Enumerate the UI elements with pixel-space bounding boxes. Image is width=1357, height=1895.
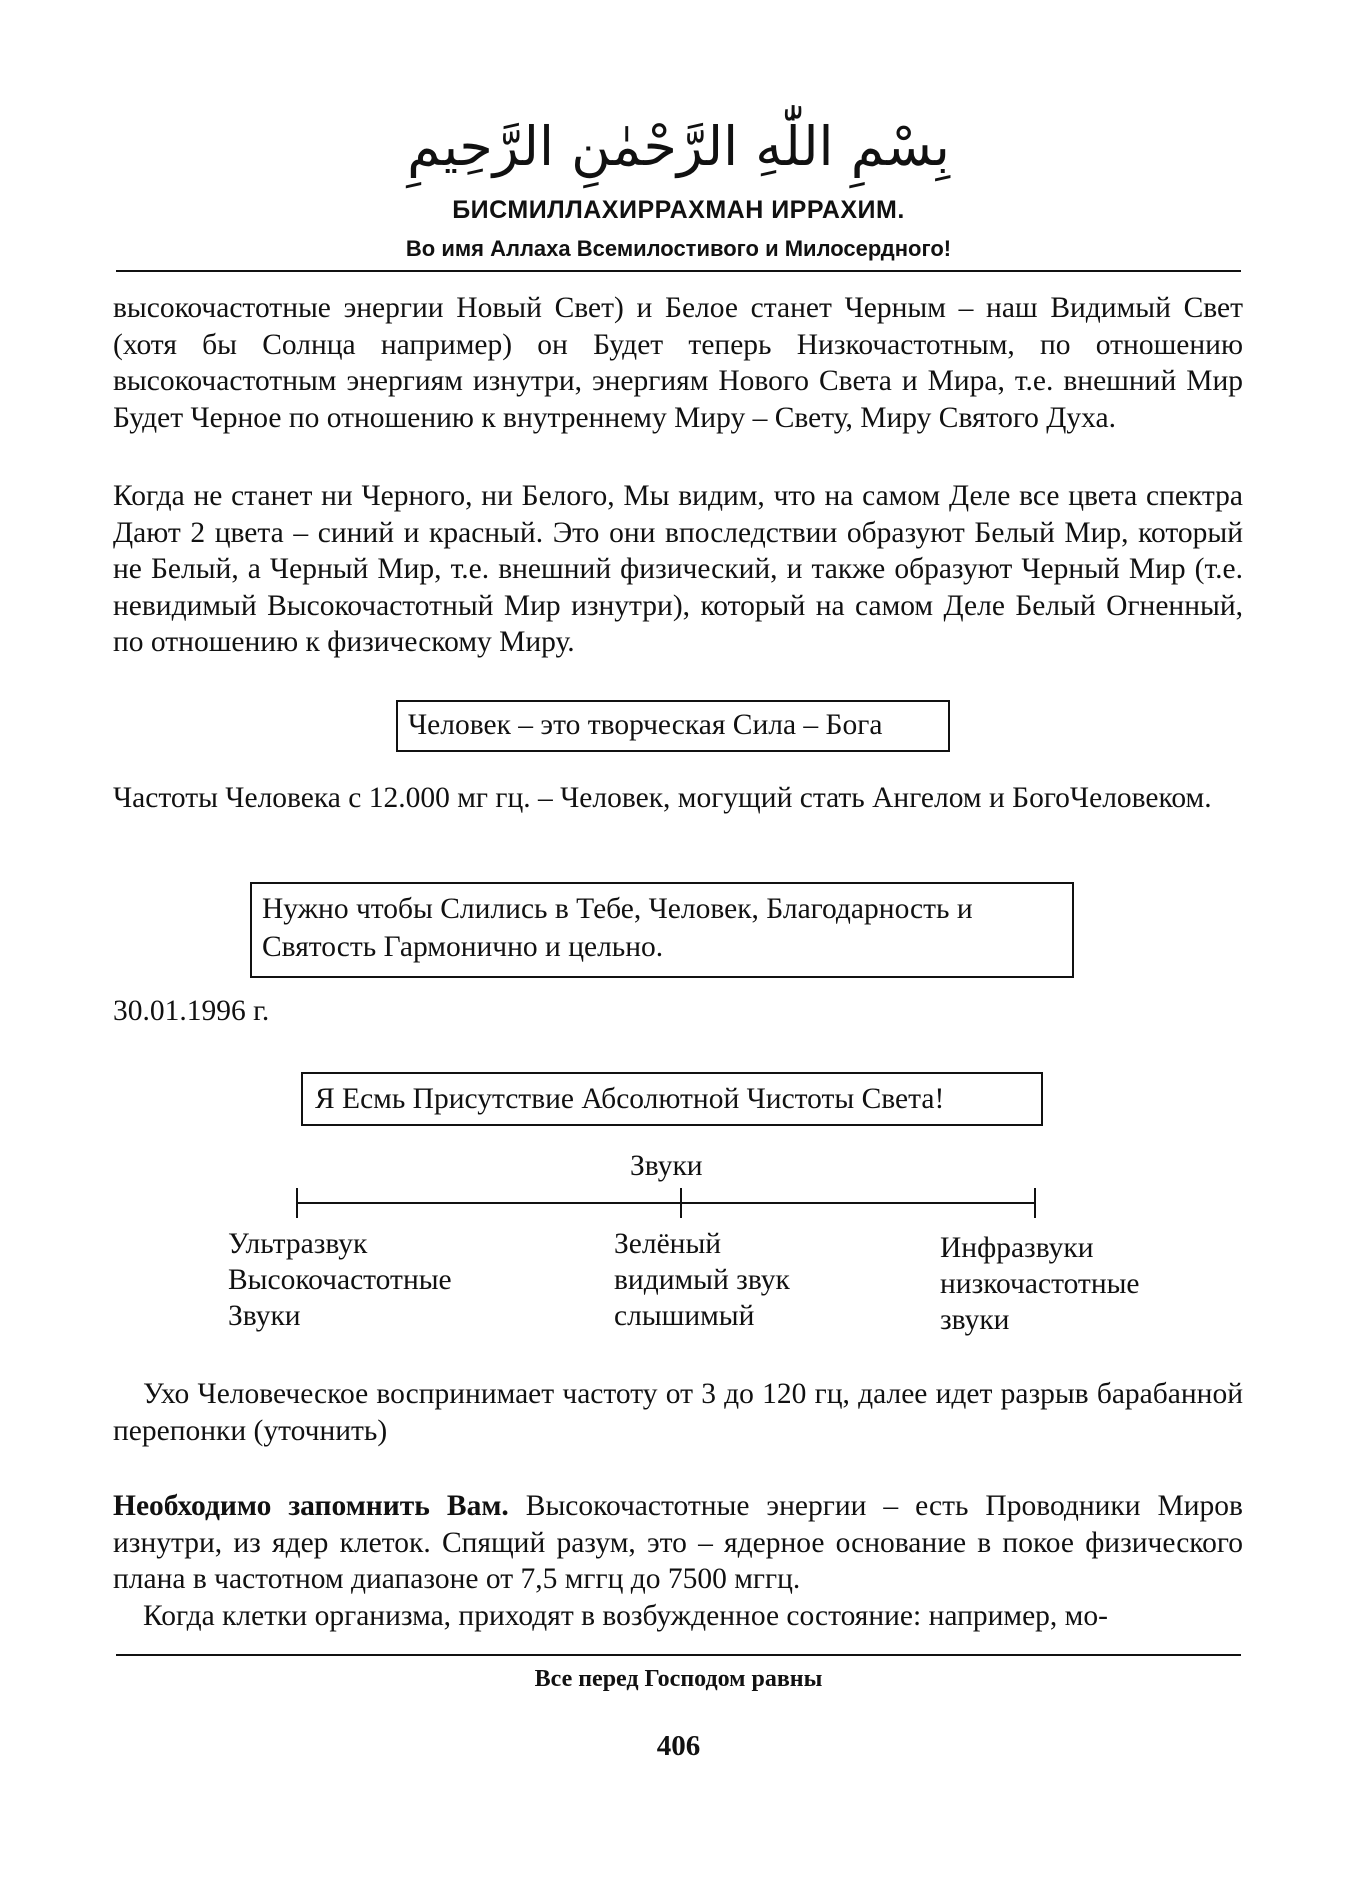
sounds-left-label: [228, 1226, 452, 1334]
sounds-mid-line-2: видимый звук: [614, 1264, 790, 1296]
paragraph-5-text: [113, 1488, 1243, 1598]
footer-divider: [116, 1654, 1241, 1656]
boxed-statement-2: Нужно чтобы Слились в Тебе, Человек, Благодарность и Святость Гармонично и цельно.: [250, 882, 1074, 978]
boxed-statement-1: Человек – это творческая Сила – Бога: [396, 700, 950, 752]
sounds-left-line-3: Звуки: [228, 1300, 301, 1332]
sounds-left-line-1: Ультразвук: [228, 1228, 368, 1260]
scale-tick-middle: [680, 1188, 682, 1218]
header-divider: [116, 270, 1241, 272]
paragraph-1-text: высокочастотные энергии Новый Свет) и Белое станет Черным – наш Видимый Свет (хотя бы Солнца например) он Будет теперь Низкочастотным, по отношению высокочастотным энергиям изнутри, энергиям Нового Света и Мира, т.е. внешний Мир Будет Черное по отношению к внутреннему Миру – Свету, Миру Святого Духа.: [113, 292, 1243, 434]
sounds-right-line-2: низкочастотные: [940, 1268, 1140, 1300]
sounds-middle-label: [614, 1226, 790, 1334]
sounds-diagram-title: Звуки: [630, 1150, 703, 1182]
paragraph-5-bold-lead: Необходимо запомнить Вам.: [113, 1490, 509, 1522]
sounds-right-line-3: звуки: [940, 1304, 1010, 1336]
paragraph-4-text: Ухо Человеческое воспринимает частоту от 3 до 120 гц, далее идет разрыв барабанной перепонки (уточнить): [113, 1378, 1243, 1447]
header-subtitle: Во имя Аллаха Всемилостивого и Милосердного!: [405, 236, 952, 261]
footer-text: Все перед Господом равны: [534, 1666, 823, 1692]
scale-tick-left: [296, 1188, 298, 1218]
scale-tick-right: [1034, 1188, 1036, 1218]
page-number: 406: [656, 1730, 701, 1762]
paragraph-5: [113, 1488, 1243, 1634]
paragraph-4: [113, 1376, 1243, 1449]
paragraph-6-text: Когда клетки организма, приходят в возбужденное состояние: например, мо-: [143, 1599, 1108, 1632]
sounds-right-label: [940, 1230, 1140, 1338]
sounds-mid-line-1: Зелёный: [614, 1228, 722, 1260]
sounds-left-line-2: Высокочастотные: [228, 1264, 452, 1296]
boxed-statement-3: Я Есмь Присутствие Абсолютной Чистоты Света!: [301, 1072, 1043, 1126]
paragraph-2: [113, 478, 1243, 661]
paragraph-3-text: Частоты Человека с 12.000 мг гц. – Человек, могущий стать Ангелом и БогоЧеловеком.: [113, 782, 1212, 814]
sounds-mid-line-3: слышимый: [614, 1300, 755, 1332]
arabic-calligraphy: بِسْمِ اللّٰهِ الرَّحْمٰنِ الرَّحِيمِ: [407, 115, 950, 178]
sounds-right-line-1: Инфразвуки: [940, 1232, 1094, 1264]
date-label: 30.01.1996 г.: [113, 995, 270, 1027]
sounds-scale-line: [296, 1202, 1036, 1204]
paragraph-3: [113, 780, 1243, 817]
paragraph-2-text: Когда не станет ни Черного, ни Белого, Мы видим, что на самом Деле все цвета спектра Дают 2 цвета – синий и красный. Это они впоследствии образуют Белый Мир, который не Белый, а Черный Мир, т.е. внешний физический, и также образуют Черный Мир (т.е. невидимый Высокочастотный Мир изнутри), который на самом Деле Белый Огненный, по отношению к физическому Миру.: [113, 480, 1243, 658]
paragraph-5-rest: Высокочастотные энергии – есть Проводники Миров изнутри, из ядер клеток. Спящий разум, это – ядерное основание в покое физического плана в частотном диапазоне от 7,5 мггц до 7500 мггц.: [113, 1490, 1243, 1595]
paragraph-1: [113, 290, 1243, 436]
header-title: БИСМИЛЛАХИРРАХМАН ИРРАХИМ.: [452, 196, 905, 224]
